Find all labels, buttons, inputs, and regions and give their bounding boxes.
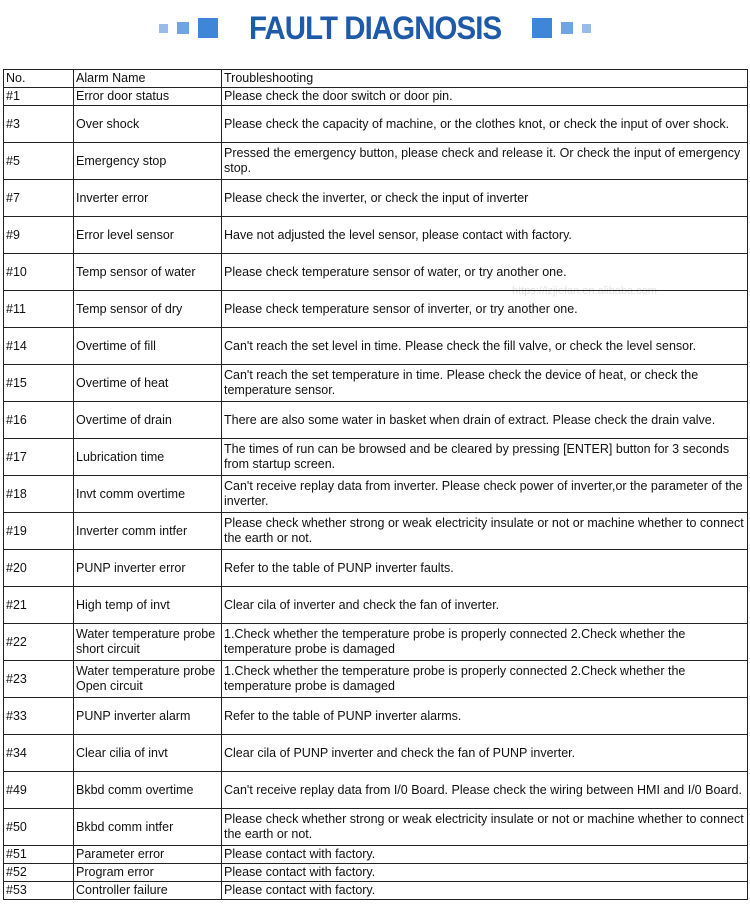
square-icon bbox=[532, 18, 552, 38]
cell-no: #11 bbox=[4, 291, 74, 328]
cell-troubleshooting: Can't reach the set temperature in time. Please check the device of heat, or check the temperature sensor. bbox=[222, 365, 748, 402]
square-icon bbox=[177, 22, 189, 34]
cell-no: #7 bbox=[4, 180, 74, 217]
cell-alarm-name: Emergency stop bbox=[74, 143, 222, 180]
cell-troubleshooting: Refer to the table of PUNP inverter faults. bbox=[222, 550, 748, 587]
table-row bbox=[4, 624, 748, 661]
cell-troubleshooting: Please check whether strong or weak electricity insulate or not or machine whether to connect the earth or not. bbox=[222, 513, 748, 550]
cell-troubleshooting: Please check the capacity of machine, or the clothes knot, or check the input of over shock. bbox=[222, 106, 748, 143]
table-row bbox=[4, 587, 748, 624]
cell-alarm-name: Water temperature probe short circuit bbox=[74, 624, 222, 661]
cell-no: #20 bbox=[4, 550, 74, 587]
table-row bbox=[4, 513, 748, 550]
square-icon bbox=[198, 18, 218, 38]
left-decoration bbox=[159, 18, 218, 38]
cell-no: #10 bbox=[4, 254, 74, 291]
cell-no: #1 bbox=[4, 88, 74, 106]
fault-table bbox=[3, 69, 748, 900]
cell-no: #18 bbox=[4, 476, 74, 513]
cell-no: #5 bbox=[4, 143, 74, 180]
square-icon bbox=[582, 24, 591, 33]
cell-troubleshooting: Pressed the emergency button, please check and release it. Or check the input of emergency stop. bbox=[222, 143, 748, 180]
cell-alarm-name: Inverter comm intfer bbox=[74, 513, 222, 550]
cell-alarm-name: Invt comm overtime bbox=[74, 476, 222, 513]
cell-troubleshooting: Please check whether strong or weak electricity insulate or not or machine whether to connect the earth or not. bbox=[222, 809, 748, 846]
page-title: FAULT DIAGNOSIS bbox=[248, 9, 502, 46]
cell-troubleshooting: Clear cila of inverter and check the fan of inverter. bbox=[222, 587, 748, 624]
table-row bbox=[4, 217, 748, 254]
cell-alarm-name: Error level sensor bbox=[74, 217, 222, 254]
right-decoration bbox=[532, 18, 591, 38]
cell-troubleshooting: Can't receive replay data from I/0 Board. Please check the wiring between HMI and I/0 Board. bbox=[222, 772, 748, 809]
cell-no: #21 bbox=[4, 587, 74, 624]
cell-no: #9 bbox=[4, 217, 74, 254]
cell-alarm-name: Bkbd comm intfer bbox=[74, 809, 222, 846]
column-header-no: No. bbox=[4, 70, 74, 88]
cell-troubleshooting: Please check temperature sensor of water, or try another one. bbox=[222, 254, 748, 291]
cell-troubleshooting: Can't reach the set level in time. Please check the fill valve, or check the level sensor. bbox=[222, 328, 748, 365]
cell-troubleshooting: Refer to the table of PUNP inverter alarms. bbox=[222, 698, 748, 735]
cell-alarm-name: Parameter error bbox=[74, 846, 222, 864]
table-row bbox=[4, 846, 748, 864]
cell-no: #19 bbox=[4, 513, 74, 550]
cell-troubleshooting: Have not adjusted the level sensor, please contact with factory. bbox=[222, 217, 748, 254]
cell-no: #51 bbox=[4, 846, 74, 864]
watermark: https://lzjiefan.en.alibaba.com bbox=[512, 285, 657, 297]
cell-alarm-name: Overtime of heat bbox=[74, 365, 222, 402]
table-row bbox=[4, 735, 748, 772]
table-row bbox=[4, 328, 748, 365]
table-row bbox=[4, 365, 748, 402]
table-row bbox=[4, 772, 748, 809]
cell-alarm-name: Lubrication time bbox=[74, 439, 222, 476]
cell-alarm-name: Over shock bbox=[74, 106, 222, 143]
cell-no: #14 bbox=[4, 328, 74, 365]
cell-no: #22 bbox=[4, 624, 74, 661]
cell-troubleshooting: Clear cila of PUNP inverter and check the fan of PUNP inverter. bbox=[222, 735, 748, 772]
cell-no: #3 bbox=[4, 106, 74, 143]
square-icon bbox=[159, 24, 168, 33]
table-row bbox=[4, 143, 748, 180]
table-header-row bbox=[4, 70, 748, 88]
table-row bbox=[4, 550, 748, 587]
cell-alarm-name: Bkbd comm overtime bbox=[74, 772, 222, 809]
cell-alarm-name: Overtime of fill bbox=[74, 328, 222, 365]
cell-no: #53 bbox=[4, 882, 74, 900]
cell-alarm-name: Program error bbox=[74, 864, 222, 882]
cell-no: #23 bbox=[4, 661, 74, 698]
table-row bbox=[4, 439, 748, 476]
cell-no: #49 bbox=[4, 772, 74, 809]
table-row bbox=[4, 661, 748, 698]
cell-troubleshooting: 1.Check whether the temperature probe is properly connected 2.Check whether the temperature probe is damaged bbox=[222, 624, 748, 661]
column-header-alarm-name: Alarm Name bbox=[74, 70, 222, 88]
cell-troubleshooting: Please check the inverter, or check the input of inverter bbox=[222, 180, 748, 217]
cell-troubleshooting: Can't receive replay data from inverter. Please check power of inverter,or the parameter of the inverter. bbox=[222, 476, 748, 513]
cell-alarm-name: Water temperature probe Open circuit bbox=[74, 661, 222, 698]
cell-troubleshooting: Please check the door switch or door pin. bbox=[222, 88, 748, 106]
cell-alarm-name: High temp of invt bbox=[74, 587, 222, 624]
cell-troubleshooting: There are also some water in basket when drain of extract. Please check the drain valve. bbox=[222, 402, 748, 439]
cell-troubleshooting: Please contact with factory. bbox=[222, 864, 748, 882]
cell-no: #15 bbox=[4, 365, 74, 402]
cell-alarm-name: Temp sensor of water bbox=[74, 254, 222, 291]
cell-alarm-name: PUNP inverter error bbox=[74, 550, 222, 587]
table-row bbox=[4, 882, 748, 900]
cell-troubleshooting: The times of run can be browsed and be cleared by pressing [ENTER] button for 3 seconds from startup screen. bbox=[222, 439, 748, 476]
cell-no: #50 bbox=[4, 809, 74, 846]
cell-alarm-name: Overtime of drain bbox=[74, 402, 222, 439]
cell-troubleshooting: 1.Check whether the temperature probe is properly connected 2.Check whether the temperature probe is damaged bbox=[222, 661, 748, 698]
cell-troubleshooting: Please contact with factory. bbox=[222, 846, 748, 864]
cell-no: #52 bbox=[4, 864, 74, 882]
table-row bbox=[4, 698, 748, 735]
table-row bbox=[4, 106, 748, 143]
cell-alarm-name: PUNP inverter alarm bbox=[74, 698, 222, 735]
table-row bbox=[4, 180, 748, 217]
cell-no: #16 bbox=[4, 402, 74, 439]
cell-no: #34 bbox=[4, 735, 74, 772]
cell-alarm-name: Error door status bbox=[74, 88, 222, 106]
table-row bbox=[4, 809, 748, 846]
cell-troubleshooting: Please contact with factory. bbox=[222, 882, 748, 900]
square-icon bbox=[561, 22, 573, 34]
column-header-troubleshooting: Troubleshooting bbox=[222, 70, 748, 88]
table-row bbox=[4, 402, 748, 439]
table-row bbox=[4, 476, 748, 513]
cell-troubleshooting: Please check temperature sensor of inverter, or try another one. bbox=[222, 291, 748, 328]
cell-no: #17 bbox=[4, 439, 74, 476]
cell-alarm-name: Controller failure bbox=[74, 882, 222, 900]
cell-alarm-name: Temp sensor of dry bbox=[74, 291, 222, 328]
table-row bbox=[4, 88, 748, 106]
page-header bbox=[0, 0, 750, 56]
cell-no: #33 bbox=[4, 698, 74, 735]
cell-alarm-name: Inverter error bbox=[74, 180, 222, 217]
table-row bbox=[4, 864, 748, 882]
cell-alarm-name: Clear cilia of invt bbox=[74, 735, 222, 772]
